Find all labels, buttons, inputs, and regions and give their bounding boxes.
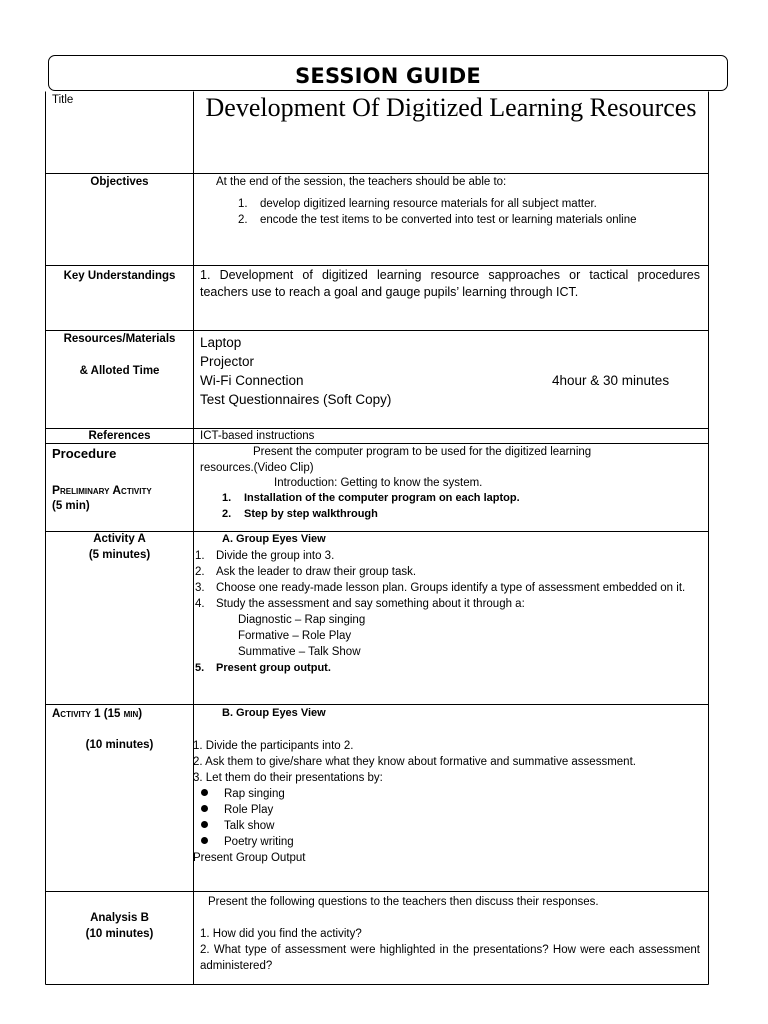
item-text: Study the assessment and say something about it through a: bbox=[216, 598, 525, 610]
bullet-icon bbox=[201, 805, 208, 812]
analysis-b-time: (10 minutes) bbox=[85, 928, 154, 940]
resource-item: Projector bbox=[200, 354, 255, 369]
key-understandings-label: Key Understandings bbox=[63, 270, 176, 282]
resources-label: Resources/Materials bbox=[63, 333, 176, 345]
analysis-b-questions bbox=[200, 926, 700, 974]
analysis-b-intro: Present the following questions to the teachers then discuss their responses. bbox=[208, 896, 599, 908]
item-text: Present group output. bbox=[216, 662, 331, 674]
preliminary-activity-time: (5 min) bbox=[52, 500, 90, 512]
bullet-icon bbox=[201, 837, 208, 844]
procedure-label: Procedure bbox=[52, 446, 117, 461]
activity-1-step: 2. Ask them to give/share what they know about formative and summative assessment. bbox=[193, 756, 636, 768]
activity-a-item bbox=[195, 564, 700, 580]
step-text: Step by step walkthrough bbox=[244, 508, 378, 520]
alloted-time-value: 4hour & 30 minutes bbox=[552, 373, 670, 388]
bullet-item bbox=[201, 802, 700, 818]
step-text: Installation of the computer program on each laptop. bbox=[244, 492, 520, 504]
activity-1-label bbox=[52, 706, 142, 722]
bullet-icon bbox=[201, 821, 208, 828]
resource-item: Wi-Fi Connection bbox=[200, 373, 304, 388]
procedure-step bbox=[222, 506, 692, 522]
procedure-line1: Present the computer program to be used for the digitized learning bbox=[253, 446, 592, 458]
bullet-item bbox=[201, 818, 700, 834]
procedure-intro: Introduction: Getting to know the system. bbox=[274, 477, 483, 489]
objectives-intro: At the end of the session, the teachers should be able to: bbox=[216, 176, 507, 188]
activity-1-step: 1. Divide the participants into 2. bbox=[193, 740, 354, 752]
bullet-text: Poetry writing bbox=[224, 836, 294, 848]
procedure-step bbox=[222, 490, 692, 506]
item-text: Choose one ready-made lesson plan. Groups identify a type of assessment embedded on it. bbox=[216, 582, 686, 594]
activity-a-time: (5 minutes) bbox=[88, 549, 151, 561]
item-text: Divide the group into 3. bbox=[216, 550, 335, 562]
analysis-question: 2. What type of assessment were highlighted in the presentations? How were each assessment administered? bbox=[200, 944, 700, 972]
assessment-sub-list bbox=[195, 612, 700, 660]
objectives-list bbox=[238, 196, 700, 228]
item-number: 5. bbox=[195, 662, 205, 674]
assessment-type: Formative – Role Play bbox=[238, 630, 352, 642]
item-number: 3. bbox=[195, 582, 205, 594]
resource-item: Laptop bbox=[200, 335, 242, 350]
bullet-text: Rap singing bbox=[224, 788, 285, 800]
step-number: 2. bbox=[222, 508, 232, 520]
bullet-icon bbox=[201, 789, 208, 796]
activity-1-body bbox=[193, 738, 700, 866]
objective-number: 1. bbox=[238, 198, 248, 210]
step-number: 1. bbox=[222, 492, 232, 504]
references-value: ICT-based instructions bbox=[200, 430, 315, 442]
procedure-line2: resources.(Video Clip) bbox=[200, 462, 314, 474]
activity-a-item bbox=[195, 660, 700, 676]
activity-1-output: Present Group Output bbox=[193, 852, 306, 864]
page-title: SESSION GUIDE bbox=[295, 64, 481, 88]
session-title: Development Of Digitized Learning Resources bbox=[205, 93, 697, 122]
activity-1-step: 3. Let them do their presentations by: bbox=[193, 772, 383, 784]
analysis-b-label: Analysis B bbox=[90, 912, 149, 924]
item-number: 1. bbox=[195, 550, 205, 562]
key-understandings-text: 1. Development of digitized learning resource sapproaches or tactical procedures teachers use to reach a goal and gauge pupils’ learning through ICT. bbox=[200, 268, 700, 299]
activity-a-label: Activity A bbox=[93, 533, 146, 545]
activity-a-item bbox=[195, 548, 700, 564]
title-label: Title bbox=[52, 94, 74, 106]
activity-a-item bbox=[195, 596, 700, 612]
assessment-type: Summative – Talk Show bbox=[238, 646, 361, 658]
item-number: 4. bbox=[195, 598, 205, 610]
objective-text: develop digitized learning resource materials for all subject matter. bbox=[260, 198, 597, 210]
resource-item: Test Questionnaires (Soft Copy) bbox=[200, 392, 392, 407]
bullet-item bbox=[201, 834, 700, 850]
activity-a-item bbox=[195, 580, 700, 596]
procedure-steps bbox=[222, 490, 692, 522]
objectives-label: Objectives bbox=[90, 176, 149, 188]
bullet-text: Talk show bbox=[224, 820, 275, 832]
item-number: 2. bbox=[195, 566, 205, 578]
activity-a-heading: A. Group Eyes View bbox=[222, 533, 326, 545]
preliminary-activity-label: Preliminary Activity bbox=[52, 483, 152, 497]
objective-item bbox=[238, 196, 700, 212]
activity-1-time: (10 minutes) bbox=[85, 739, 154, 751]
assessment-type: Diagnostic – Rap singing bbox=[238, 614, 366, 626]
analysis-question: 1. How did you find the activity? bbox=[200, 928, 362, 940]
bullet-text: Role Play bbox=[224, 804, 274, 816]
references-label: References bbox=[88, 430, 151, 442]
activity-a-list bbox=[195, 548, 700, 676]
objective-text: encode the test items to be converted into test or learning materials online bbox=[260, 214, 637, 226]
activity-1-label-text: Activity 1 (15 min) bbox=[52, 708, 143, 720]
objective-item bbox=[238, 212, 700, 228]
bullet-item bbox=[201, 786, 700, 802]
presentation-bullets bbox=[193, 786, 700, 850]
alloted-time-label: & Alloted Time bbox=[79, 365, 160, 377]
objective-number: 2. bbox=[238, 214, 248, 226]
item-text: Ask the leader to draw their group task. bbox=[216, 566, 417, 578]
activity-1-heading: B. Group Eyes View bbox=[222, 707, 326, 719]
